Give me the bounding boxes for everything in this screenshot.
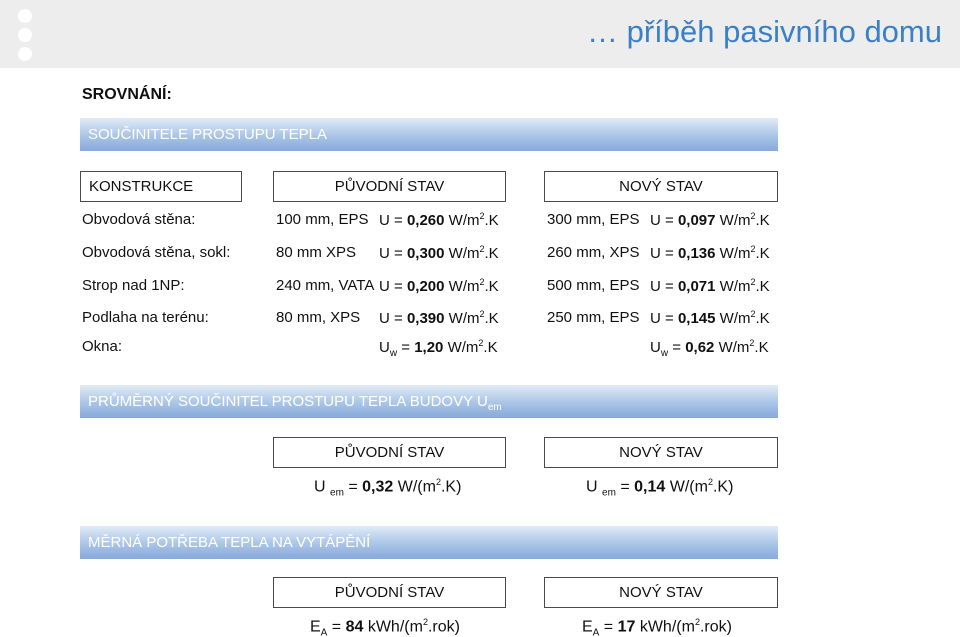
new-u-value: U = 0,145 $W/m^2.K$ bbox=[650, 309, 770, 327]
orig-u-value: U = 0,300 $W/m^2.K$ bbox=[379, 244, 499, 262]
row-label: Obvodová stěna, sokl: bbox=[82, 244, 231, 261]
header-bar bbox=[0, 0, 960, 68]
new-material: 500 mm, EPS bbox=[547, 277, 640, 294]
orig-u-value: U = 0,390 $W/m^2.K$ bbox=[379, 309, 499, 327]
header-new-state: NOVÝ STAV bbox=[544, 577, 778, 608]
new-material: 260 mm, XPS bbox=[547, 244, 640, 261]
heading-band-average-coefficient: PRŮMĚRNÝ SOUČINITEL PROSTUPU TEPLA BUDOVY $U_{em}$ bbox=[80, 385, 778, 418]
heading-text: SOUČINITELE PROSTUPU TEPLA bbox=[88, 126, 327, 143]
new-u-value: U = 0,097 $W/m^2.K$ bbox=[650, 211, 770, 229]
orig-material: 80 mm, XPS bbox=[276, 309, 361, 326]
uem-orig-value: U $_{em}$ = 0,32 $W/(m^2.K)$ bbox=[314, 477, 462, 499]
header-original-state: PŮVODNÍ STAV bbox=[273, 437, 506, 468]
header-original-state: PŮVODNÍ STAV bbox=[273, 577, 506, 608]
orig-material: 100 mm, EPS bbox=[276, 211, 369, 228]
orig-u-value: U = 0,200 $W/m^2.K$ bbox=[379, 277, 499, 295]
row-label-windows: Okna: bbox=[82, 338, 123, 355]
orig-material: 240 mm, VATA bbox=[276, 277, 375, 294]
uem-new-value: U $_{em}$ = 0,14 $W/(m^2.K)$ bbox=[586, 477, 734, 499]
header-new-state: NOVÝ STAV bbox=[544, 171, 778, 202]
bullet-dots-icon bbox=[18, 9, 32, 66]
new-u-value: U = 0,136 $W/m^2.K$ bbox=[650, 244, 770, 262]
orig-material: 80 mm XPS bbox=[276, 244, 357, 261]
window-new-value: $U_w = 0,62$ $W/m^2.K$ bbox=[650, 338, 769, 359]
dot-icon bbox=[18, 28, 32, 42]
slide-title: … příběh pasivního domu bbox=[587, 14, 942, 49]
heading-band-coefficients bbox=[80, 118, 778, 151]
row-label: Strop nad 1NP: bbox=[82, 277, 185, 294]
dot-icon bbox=[18, 9, 32, 23]
header-new-state: NOVÝ STAV bbox=[544, 437, 778, 468]
row-label: Obvodová stěna: bbox=[82, 211, 196, 228]
header-original-state: PŮVODNÍ STAV bbox=[273, 171, 506, 202]
new-material: 300 mm, EPS bbox=[547, 211, 640, 228]
ea-orig-value: $E_A = 84$ kWh/$(m^2.rok)$ bbox=[310, 617, 460, 637]
ea-new-value: $E_A = 17$ kWh/$(m^2.rok)$ bbox=[582, 617, 732, 637]
row-label: Podlaha na terénu: bbox=[82, 309, 209, 326]
section-label: SROVNÁNÍ: bbox=[82, 86, 172, 103]
new-u-value: U = 0,071 $W/m^2.K$ bbox=[650, 277, 770, 295]
heading-band-heating-demand: MĚRNÁ POTŘEBA TEPLA NA VYTÁPĚNÍ bbox=[80, 526, 778, 559]
new-material: 250 mm, EPS bbox=[547, 309, 640, 326]
orig-u-value: U = 0,260 $W/m^2.K$ bbox=[379, 211, 499, 229]
window-orig-value: $U_w = 1,20$ $W/m^2.K$ bbox=[379, 338, 498, 359]
dot-icon bbox=[18, 47, 32, 61]
header-construction: KONSTRUKCE bbox=[80, 171, 242, 202]
